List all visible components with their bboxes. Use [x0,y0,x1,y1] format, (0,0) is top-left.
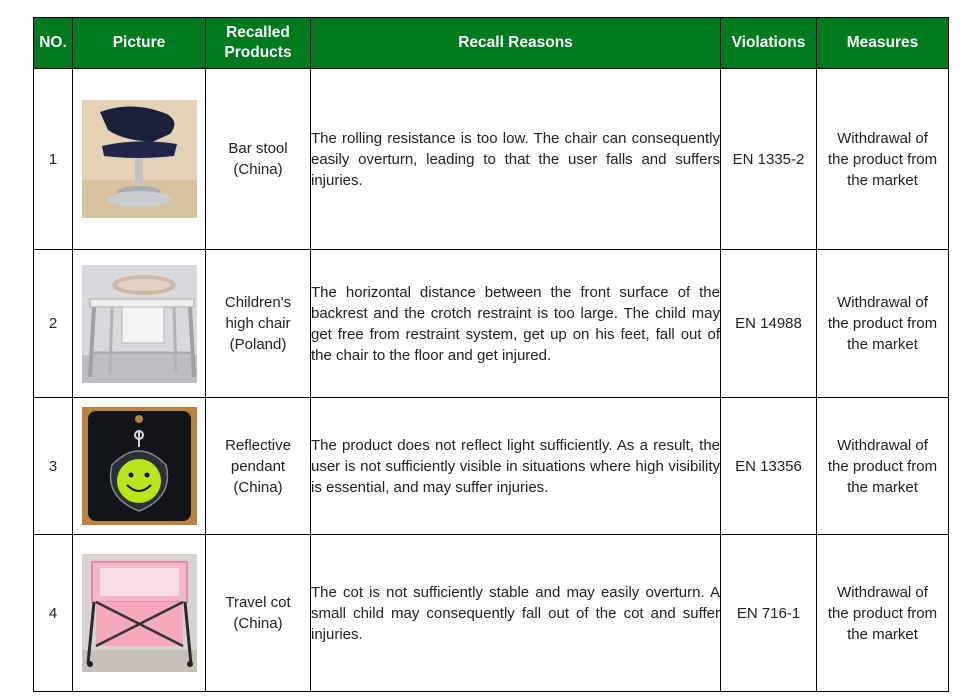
row-number: 2 [34,250,73,398]
measure-line: the product from [827,150,938,168]
measure-line: the market [847,336,918,353]
high-chair-photo-icon [82,265,197,383]
header-row [34,18,949,69]
header-recalled-line1: Recalled [226,24,290,41]
table-row [34,69,949,250]
bar-stool-photo-icon [82,100,197,218]
table-row [34,250,949,398]
measure-line: Withdrawal of [837,129,928,147]
picture-cell [73,250,206,398]
product-cell [206,535,311,692]
product-name: pendant [230,457,286,475]
product-name: Bar stool [228,140,288,157]
measure-cell [817,535,949,692]
header-recall-reasons: Recall Reasons [311,18,721,69]
measure-line: the market [847,625,918,643]
header-no: NO. [34,18,73,69]
product-origin: (China) [233,478,283,496]
measure-cell [817,250,949,398]
violation-standard: EN 14988 [721,250,817,398]
header-recalled-products [206,18,311,69]
recall-reason: The horizontal distance between the front surface of the backrest and the crotch restraint is too large. The child may get free from restraint system, get up on his feet, fall out of the chair to the floor and get injured. [311,250,721,398]
product-cell [206,250,311,398]
picture-cell [73,69,206,250]
reflective-pendant-photo-icon [82,407,197,525]
measure-line: the product from [827,315,938,332]
product-name: Travel cot [225,594,291,611]
violation-standard: EN 13356 [721,398,817,535]
measure-line: the market [847,171,918,189]
measure-line: Withdrawal of [837,583,928,601]
recall-reason: The rolling resistance is too low. The chair can consequently easily overturn, leading to that the user falls and suffers injuries. [311,69,721,250]
travel-cot-photo-icon [82,554,197,672]
measure-line: the product from [827,457,938,475]
header-recalled-line2: Products [224,44,292,61]
product-cell [206,398,311,535]
violation-standard: EN 1335-2 [721,69,817,250]
row-number: 4 [34,535,73,692]
table-row [34,535,949,692]
measure-cell [817,398,949,535]
table-row [34,398,949,535]
product-origin: (Poland) [229,336,287,353]
recall-reason: The product does not reflect light sufficiently. As a result, the user is not sufficiently visible in situations where high visibility is essential, and may suffer injuries. [311,398,721,535]
product-name: Children's [224,294,292,311]
picture-cell [73,398,206,535]
measure-line: the market [847,478,918,496]
product-origin: (China) [233,161,283,178]
violation-standard: EN 716-1 [721,535,817,692]
picture-cell [73,535,206,692]
header-violations: Violations [721,18,817,69]
header-picture: Picture [73,18,206,69]
recall-reason: The cot is not sufficiently stable and may easily overturn. A small child may consequently fall out of the cot and suffer injuries. [311,535,721,692]
measure-line: Withdrawal of [837,436,928,454]
row-number: 3 [34,398,73,535]
product-cell [206,69,311,250]
header-measures: Measures [817,18,949,69]
measure-line: the product from [827,604,938,622]
measure-line: Withdrawal of [837,294,928,311]
product-name: high chair [225,315,291,332]
product-origin: (China) [233,615,283,632]
measure-cell [817,69,949,250]
row-number: 1 [34,69,73,250]
product-name: Reflective [225,436,291,454]
recall-table [33,17,949,692]
